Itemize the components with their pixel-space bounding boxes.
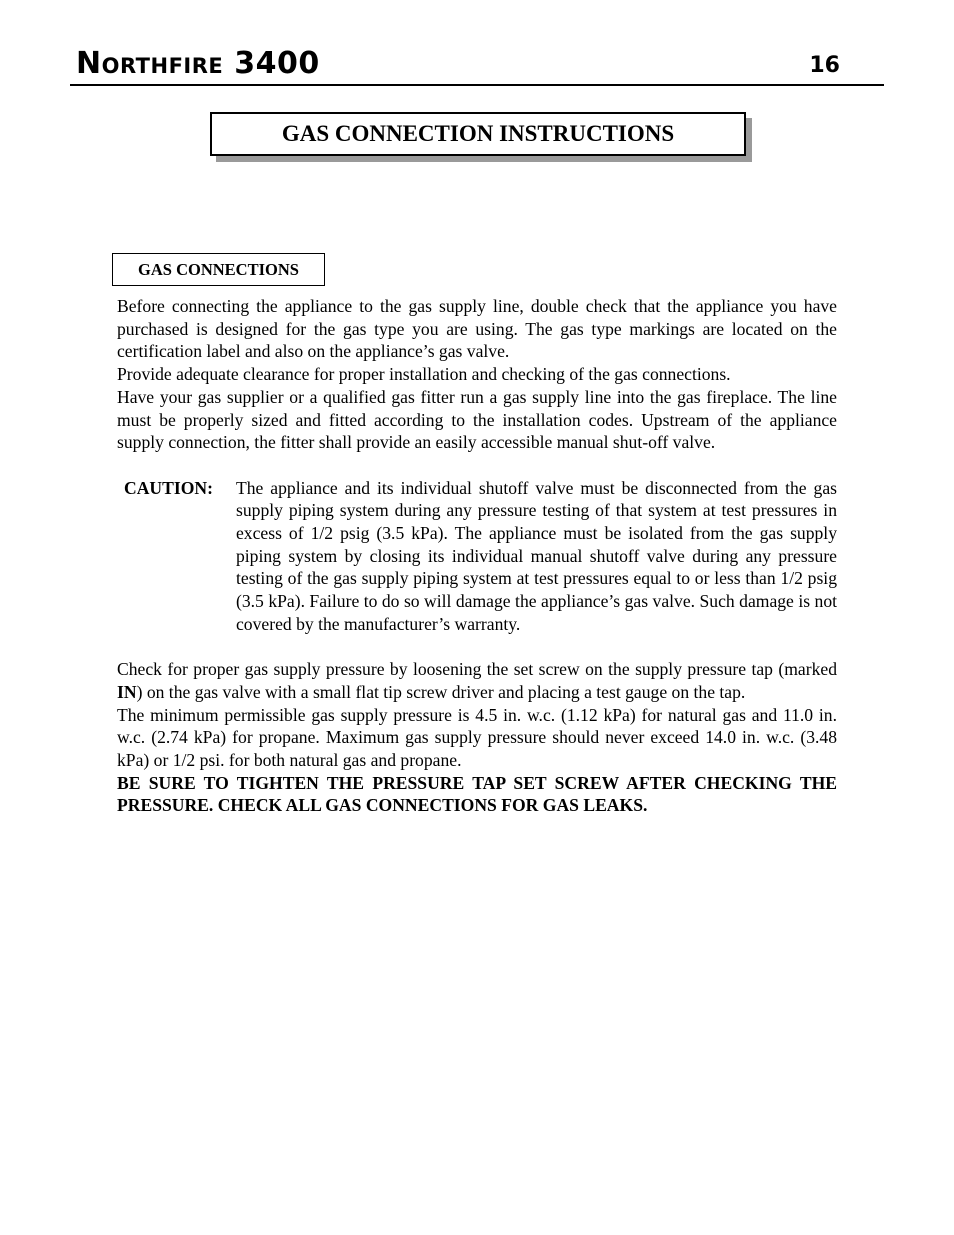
section-heading: GAS CONNECTIONS	[138, 259, 299, 279]
spacer	[117, 636, 837, 659]
main-title-box	[210, 112, 746, 156]
pressure-check-text-after: ) on the gas valve with a small flat tip screw driver and placing a test gauge on the tap.	[136, 681, 746, 702]
caution-text: The appliance and its individual shutoff valve must be disconnected from the gas supply piping system during any pressure testing of that system at test pressures in excess of 1/2 psig (3.5 kPa). The appliance must be isolated from the gas supply piping system by closing its individual manual shutoff valve during any pressure testing of the gas supply piping system at test pressures equal to or less than 1/2 psig (3.5 kPa). Failure to do so will damage the appliance’s gas valve. Such damage is not covered by the manufacturer’s warranty.	[236, 477, 837, 634]
paragraph-pressure-check	[117, 658, 837, 703]
page-number: 16	[809, 53, 840, 78]
paragraph-pressure-limits: The minimum permissible gas supply pressure is 4.5 in. w.c. (1.12 kPa) for natural gas and 11.0 in. w.c. (2.74 kPa) for propane. Maximum gas supply pressure should never exceed 14.0 in. w.c. (3.48 kPa) or 1/2 psi. for both natural gas and propane.	[117, 704, 837, 771]
spacer	[117, 454, 837, 477]
pressure-check-text-before: Check for proper gas supply pressure by loosening the set screw on the supply pressure tap (marked	[117, 659, 837, 680]
paragraph-gas-type-check: Before connecting the appliance to the gas supply line, double check that the appliance you have purchased is designed for the gas type you are using. The gas type markings are located on the certification label and also on the appliance’s gas valve.	[117, 296, 837, 362]
caution-block	[117, 477, 837, 636]
warning-text: BE SURE TO TIGHTEN THE PRESSURE TAP SET SCREW AFTER CHECKING THE PRESSURE. CHECK ALL GAS CONNECTIONS FOR GAS LEAKS.	[117, 772, 837, 816]
section-body	[117, 295, 837, 817]
paragraph-clearance: Provide adequate clearance for proper installation and checking of the gas connections.	[117, 364, 731, 385]
section-heading-box	[112, 253, 325, 286]
caution-label: CAUTION:	[124, 477, 213, 498]
paragraph-gas-fitter: Have your gas supplier or a qualified gas fitter run a gas supply line into the gas fireplace. The line must be properly sized and fitted according to the installation codes. Upstream of the appliance supply connection, the fitter shall provide an easily accessible manual shut-off valve.	[117, 386, 837, 453]
main-title: GAS CONNECTION INSTRUCTIONS	[281, 121, 675, 146]
pressure-tap-marking: IN	[117, 681, 137, 702]
page-header	[70, 44, 884, 86]
document-title: Northfire 3400	[76, 46, 320, 81]
